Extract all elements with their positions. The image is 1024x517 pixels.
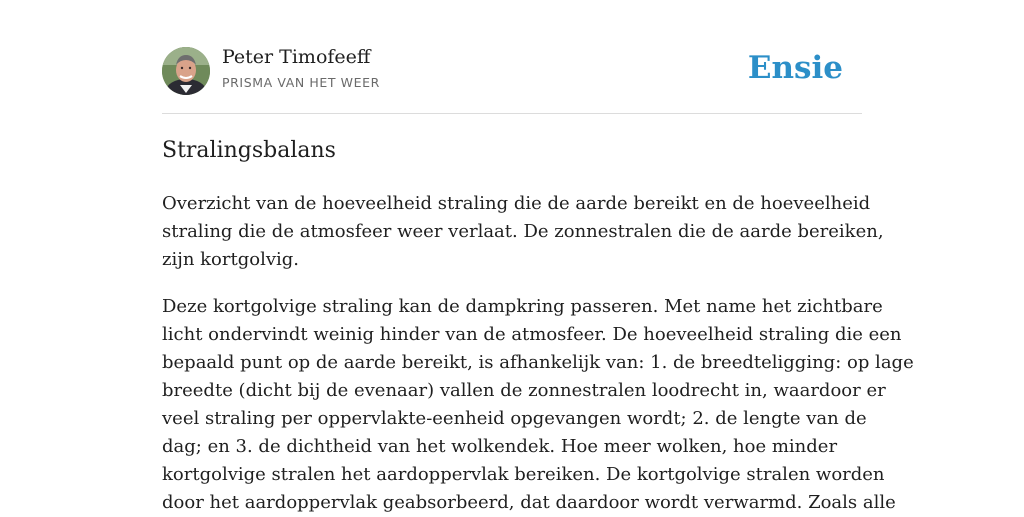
article-paragraph-2 <box>162 293 914 517</box>
paragraph-line: licht ondervindt weinig hinder van de atmosfeer. De hoeveelheid straling die een <box>162 324 902 345</box>
author-avatar[interactable] <box>162 47 210 95</box>
paragraph-line: straling die de atmosfeer weer verlaat. De zonnestralen die de aarde bereiken, <box>162 221 884 242</box>
publication-name: PRISMA VAN HET WEER <box>222 75 380 90</box>
paragraph-line: dag; en 3. de dichtheid van het wolkendek. Hoe meer wolken, hoe minder <box>162 436 838 457</box>
article-header <box>162 0 862 114</box>
author-photo-icon <box>162 47 210 95</box>
paragraph-line: breedte (dicht bij de evenaar) vallen de zonnestralen loodrecht in, waardoor er <box>162 380 886 401</box>
paragraph-line: veel straling per oppervlakte-eenheid opgevangen wordt; 2. de lengte van de <box>162 408 867 429</box>
article-paragraph-1 <box>162 190 884 274</box>
paragraph-line: Deze kortgolvige straling kan de dampkring passeren. Met name het zichtbare <box>162 296 883 317</box>
paragraph-line: door het aardoppervlak geabsorbeerd, dat daardoor wordt verwarmd. Zoals alle <box>162 492 896 513</box>
paragraph-line: bepaald punt op de aarde bereikt, is afhankelijk van: 1. de breedteligging: op lage <box>162 352 914 373</box>
paragraph-line: kortgolvige stralen het aardoppervlak bereiken. De kortgolvige stralen worden <box>162 464 885 485</box>
paragraph-line: Overzicht van de hoeveelheid straling die de aarde bereikt en de hoeveelheid <box>162 193 871 214</box>
paragraph-line: zijn kortgolvig. <box>162 249 300 270</box>
ensie-logo-link[interactable]: Ensie <box>747 50 843 86</box>
article-page <box>162 0 914 513</box>
article-title: Stralingsbalans <box>162 138 336 163</box>
author-name[interactable]: Peter Timofeeff <box>222 46 371 68</box>
